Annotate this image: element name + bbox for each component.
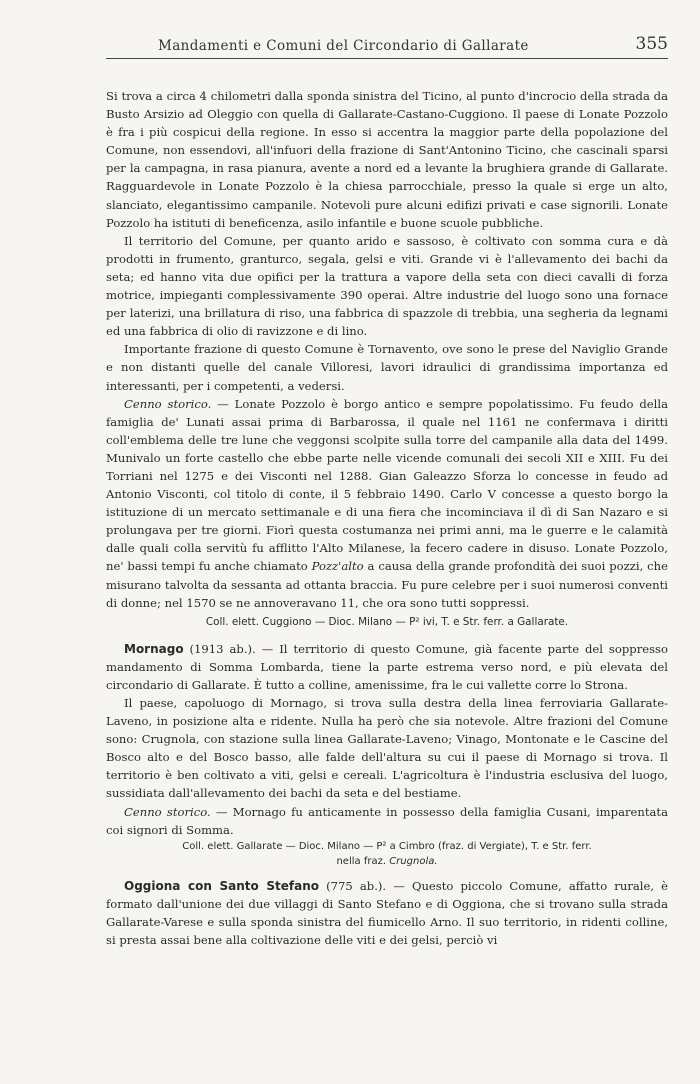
- note-italic-place: Crugnola.: [389, 855, 438, 867]
- electoral-note-mornago: [106, 839, 668, 869]
- oggiona-text: — Questo piccolo Comune, affatto rurale, è formato dall'unione dei due villaggi di Santo Stefano e di Oggiona, che si trovano sulla strada Gallarate-Varese e sulla sponda sinistra del fiumicello Arno. Il suo territorio, in ridenti colline, si presta assai bene alla coltivazione delle viti e dei gelsi, perciò vi: [106, 878, 669, 948]
- paragraph-lonate-location: Si trova a circa 4 chilometri dalla sponda sinistra del Ticino, al punto d'incrocio della strada da Busto Arsizio ad Oleggio con quella di Gallarate-Castano-Cuggiono. Il paese di Lonate Pozzolo è fra i più cospicui della regione. In esso si accentra la maggior parte della popolazione del Comune, non essendovi, all'infuori della frazione di Sant'Antonino Ticino, che cascinali sparsi per la campagna, in rasa pianura, avente a nord ed a levante la brughiera grande di Gallarate. Ragguardevole in Lonate Pozzolo è la chiesa parrocchiale, presso la quale si erge un alto, slanciato, elegantissimo campanile. Notevoli pure alcuni edifizi privati e case signorili. Lonate Pozzolo ha istituti di beneficenza, asilo infantile e buone scuole pubbliche.: [106, 89, 668, 230]
- header-title: Mandamenti e Comuni del Circondario di Gallarate: [158, 38, 529, 54]
- population-oggiona: (775 ab.).: [319, 878, 387, 893]
- history-label: Cenno storico.: [124, 396, 212, 411]
- paragraph-mornago-history: [106, 803, 668, 839]
- paragraph-lonate-history: [106, 395, 668, 612]
- mornago-history-label: Cenno storico.: [124, 804, 211, 819]
- electoral-note-lonate: Coll. elett. Cuggiono — Dioc. Milano — P² ivi, T. e Str. ferr. a Gallarate.: [205, 615, 569, 628]
- page-number: 355: [635, 34, 668, 54]
- history-italic-term: Pozz'alto: [311, 559, 364, 574]
- paragraph-lonate-territory: Il territorio del Comune, per quanto arido e sassoso, è coltivato con somma cura e dà prodotti in frumento, granturco, segala, gelsi e viti. Grande vi è l'allevamento dei bachi da seta; ed hanno vita due opifici per la trattura a vapore della seta con dieci cavalli di forza motrice, impieganti complessivamente 390 operai. Altre industrie del luogo sono una fornace per laterizi, una brillatura di riso, una fabbrica di spazzole di trebbia, una segheria da legnami ed una fabbrica di olio di ravizzone e di lino.: [106, 233, 668, 339]
- page-body: [106, 87, 668, 949]
- entry-name-mornago: Mornago: [124, 641, 184, 656]
- population-mornago: (1913 ab.).: [183, 641, 256, 656]
- entry-name-oggiona: Oggiona con Santo Stefano: [124, 878, 319, 893]
- paragraph-mornago-intro: [106, 640, 668, 694]
- paragraph-oggiona-intro: [106, 877, 668, 949]
- electoral-note-mornago-line1: Coll. elett. Gallarate — Dioc. Milano — P² a Cimbro (fraz. di Vergiate), T. e Str. ferr.: [182, 840, 592, 852]
- paragraph-mornago-village: Il paese, capoluogo di Mornago, si trova sulla destra della linea ferroviaria Gallarate-Laveno, in posizione alta e ridente. Nulla ha però che sia notevole. Altre frazioni del Comune sono: Crugnola, con stazione sulla linea Gallarate-Laveno; Vinago, Montonate e le Cascine del Bosco alto e del Bosco basso, alle falde dell'altura su cui il paese di Mornago si trova. Il territorio è ben coltivato a viti, gelsi e cereali. L'agricoltura è l'industria esclusiva del luogo, sussidiata dall'allevamento dei bachi da seta e del bestiame.: [106, 696, 668, 801]
- mornago-text: — Il territorio di questo Comune, già facente parte del soppresso mandamento di Somma Lombarda, tiene la parte estrema verso nord, e più elevata del circondario di Gallarate. È tutto a colline, amenissime, fra le cui vallette corre lo Strona.: [106, 641, 668, 692]
- history-text-end: a causa della grande profondità dei suoi pozzi, che misurano talvolta da sessanta ad ottanta braccia. Fu pure celebre per i suoi numerosi conventi di donne; nel 1570 se ne annoveravano 11, che ora sono tutti soppressi.: [106, 559, 668, 610]
- note-text: nella fraz.: [336, 855, 390, 867]
- mornago-history-text: — Mornago fu anticamente in possesso della famiglia Cusani, imparentata coi signori di Somma.: [106, 804, 669, 837]
- history-text: — Lonate Pozzolo è borgo antico e sempre popolatissimo. Fu feudo della famiglia de' Lunati assai prima di Barbarossa, il quale nel 1161 ne confermava i diritti coll'emblema delle tre lune che veggonsi scolpite sulla torre del campanile alla data del 1499. Munivalo un forte castello che ebbe parte nelle vicende comunali dei secoli XII e XIII. Fu dei Torriani nel 1275 e dei Visconti nel 1288. Gian Galeazzo Sforza lo concesse in feudo ad Antonio Visconti, col titolo di conte, il 5 febbraio 1490. Carlo V concesse a questo borgo la istituzione di un mercato settimanale e di una fiera che incominciava il dì di San Nazaro e si prolungava per tre giorni. Fiorì questa costumanza nei primi anni, ma le guerre e le calamità dalle quali colla servitù fu afflitto l'Alto Milanese, la fecero cadere in disuso. Lonate Pozzolo, ne' bassi tempi fu anche chiamato: [106, 396, 668, 574]
- paragraph-tornavento: Importante frazione di questo Comune è Tornavento, ove sono le prese del Naviglio Grande e non distanti quelle del canale Villoresi, lavori idraulici di grandissima importanza ed interessanti, per i competenti, a vedersi.: [106, 342, 668, 393]
- running-header: [106, 30, 668, 59]
- electoral-note-mornago-line2: [106, 854, 668, 869]
